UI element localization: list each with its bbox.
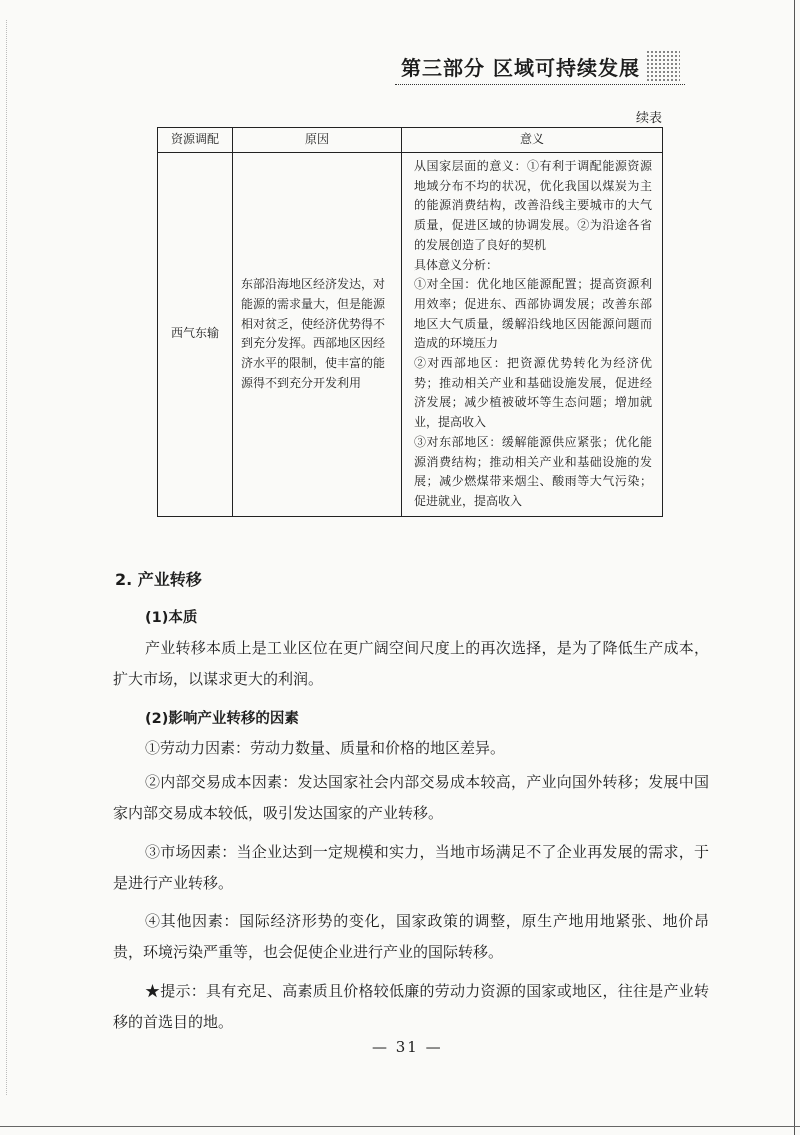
page-edge-dots (6, 20, 7, 1095)
resource-table (157, 127, 663, 517)
resource-name-cell: 西气东输 (158, 153, 233, 517)
header-title: 第三部分 区域可持续发展 (401, 56, 640, 80)
header-decoration-icon (646, 50, 680, 82)
meaning-line: ①对全国：优化地区能源配置；提高资源利用效率；促进东、西部协调发展；改善东部地区大气质量，缓解沿线地区因能源问题而造成的环境压力 (414, 277, 652, 351)
page-edge-line (794, 0, 795, 1135)
paragraph: ③市场因素：当企业达到一定规模和实力，当地市场满足不了企业再发展的需求，于是进行产业转移。 (113, 843, 709, 892)
paragraph: ①劳动力因素：劳动力数量、质量和价格的地区差异。 (145, 739, 506, 757)
table-header-cell: 资源调配 (158, 128, 233, 153)
section-title: 2. 产业转移 (115, 570, 202, 589)
tip-paragraph: ★提示：具有充足、高素质且价格较低廉的劳动力资源的国家或地区，往往是产业转移的首选目的地。 (113, 982, 709, 1031)
meaning-cell (402, 153, 663, 517)
paragraph: 产业转移本质上是工业区位在更广阔空间尺度上的再次选择，是为了降低生产成本，扩大市场，以谋求更大的利润。 (113, 639, 709, 688)
subsection-title: (1)本质 (145, 610, 198, 626)
paragraph: ②内部交易成本因素：发达国家社会内部交易成本较高，产业向国外转移；发展中国家内部交易成本较低，吸引发达国家的产业转移。 (113, 773, 709, 822)
meaning-line: ②对西部地区：把资源优势转化为经济优势；推动相关产业和基础设施发展，促进经济发展；减少植被破坏等生态问题；增加就业，提高收入 (414, 356, 652, 430)
meaning-line: ③对东部地区：缓解能源供应紧张；优化能源消费结构；推动相关产业和基础设施的发展；减少燃煤带来烟尘、酸雨等大气污染；促进就业，提高收入 (414, 434, 652, 508)
meaning-line: 具体意义分析： (414, 257, 499, 272)
bottom-rule (0, 1126, 800, 1127)
reason-cell: 东部沿海地区经济发达，对能源的需求量大，但是能源相对贫乏，使经济优势得不到充分发挥。西部地区因经济水平的限制，使丰富的能源得不到充分开发利用 (233, 153, 402, 517)
continued-label: 续表 (636, 111, 663, 126)
table-header-row (158, 128, 663, 153)
table-header-cell: 意义 (402, 128, 663, 153)
page-number: — 31 — (372, 1038, 443, 1056)
running-header (200, 52, 680, 86)
subsection-title: (2)影响产业转移的因素 (145, 711, 299, 727)
header-rule (395, 84, 685, 85)
meaning-line: 从国家层面的意义：①有利于调配能源资源地域分布不均的状况，优化我国以煤炭为主的能源消费结构，改善沿线主要城市的大气质量，促进区域的协调发展。②为沿途各省的发展创造了良好的契机 (414, 159, 652, 252)
table-row (158, 153, 663, 517)
table-header-cell: 原因 (233, 128, 402, 153)
paragraph: ④其他因素：国际经济形势的变化，国家政策的调整，原生产地用地紧张、地价昂贵，环境污染严重等，也会促使企业进行产业的国际转移。 (113, 912, 709, 961)
